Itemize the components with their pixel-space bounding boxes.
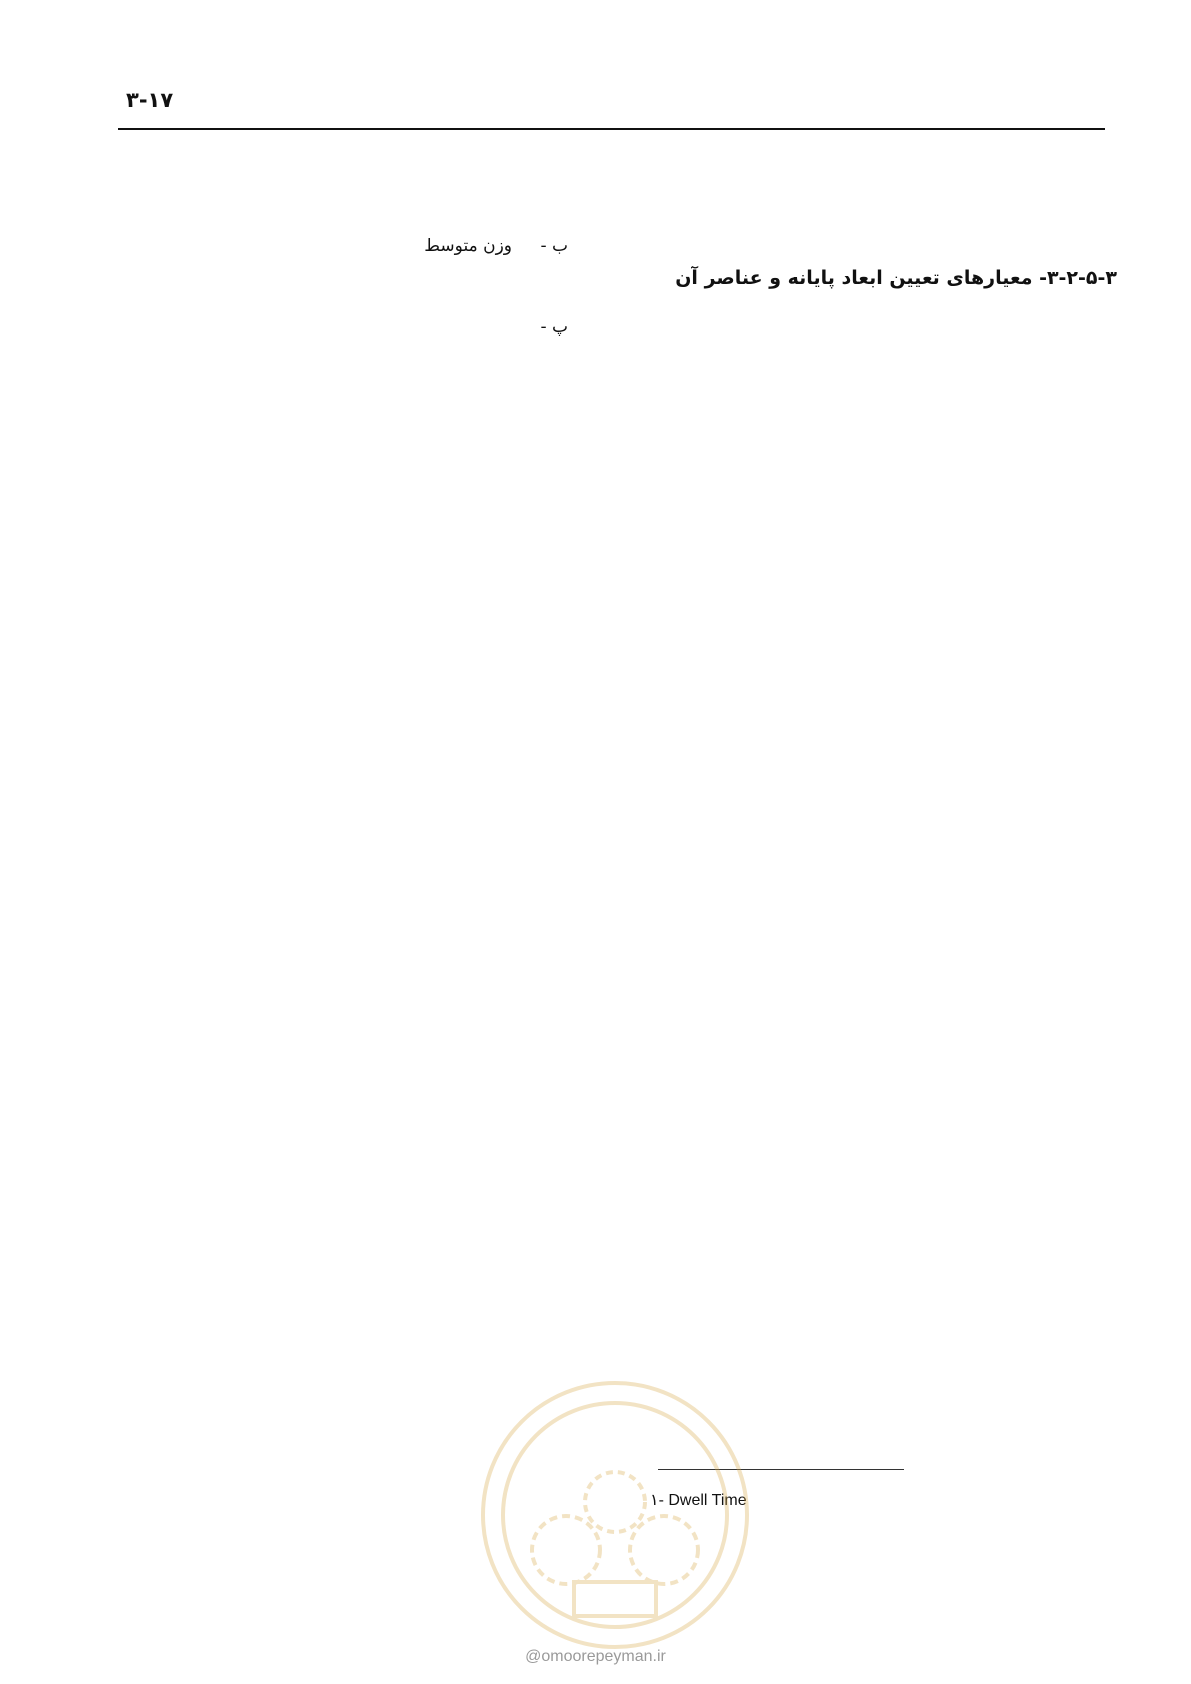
item-b-heading — [122, 226, 568, 267]
header-rule — [118, 128, 1105, 130]
item-b-title: وزن متوسط — [424, 236, 512, 256]
item-a-heading — [635, 419, 1117, 459]
item-p-letter: پ - — [540, 316, 568, 337]
running-header — [118, 78, 1105, 130]
paragraph-1 — [122, 186, 568, 226]
section-heading: ۳-۲-۵-۳- معیارهای تعیین ابعاد پایانه و عناصر آن — [675, 267, 1117, 289]
paragraph-3 — [122, 347, 568, 387]
watermark-seal-icon — [470, 1370, 760, 1660]
footnote: ۱- Dwell Time — [650, 1492, 747, 1509]
right-column — [635, 186, 1117, 499]
watermark-site-label: @omoorepeyman.ir — [525, 1648, 666, 1665]
section-emphasis — [635, 339, 1117, 379]
section-paragraph — [635, 299, 1117, 339]
intro-paragraph — [635, 379, 1117, 419]
paragraph-2 — [122, 267, 568, 307]
opening-paragraph — [635, 186, 1117, 226]
item-a-paragraph — [635, 459, 1117, 499]
footnote-rule — [658, 1469, 904, 1470]
page-number: ۳-۱۷ — [126, 88, 174, 112]
item-p-heading — [122, 307, 568, 348]
left-column — [122, 186, 568, 387]
item-b-letter: ب - — [540, 236, 568, 256]
